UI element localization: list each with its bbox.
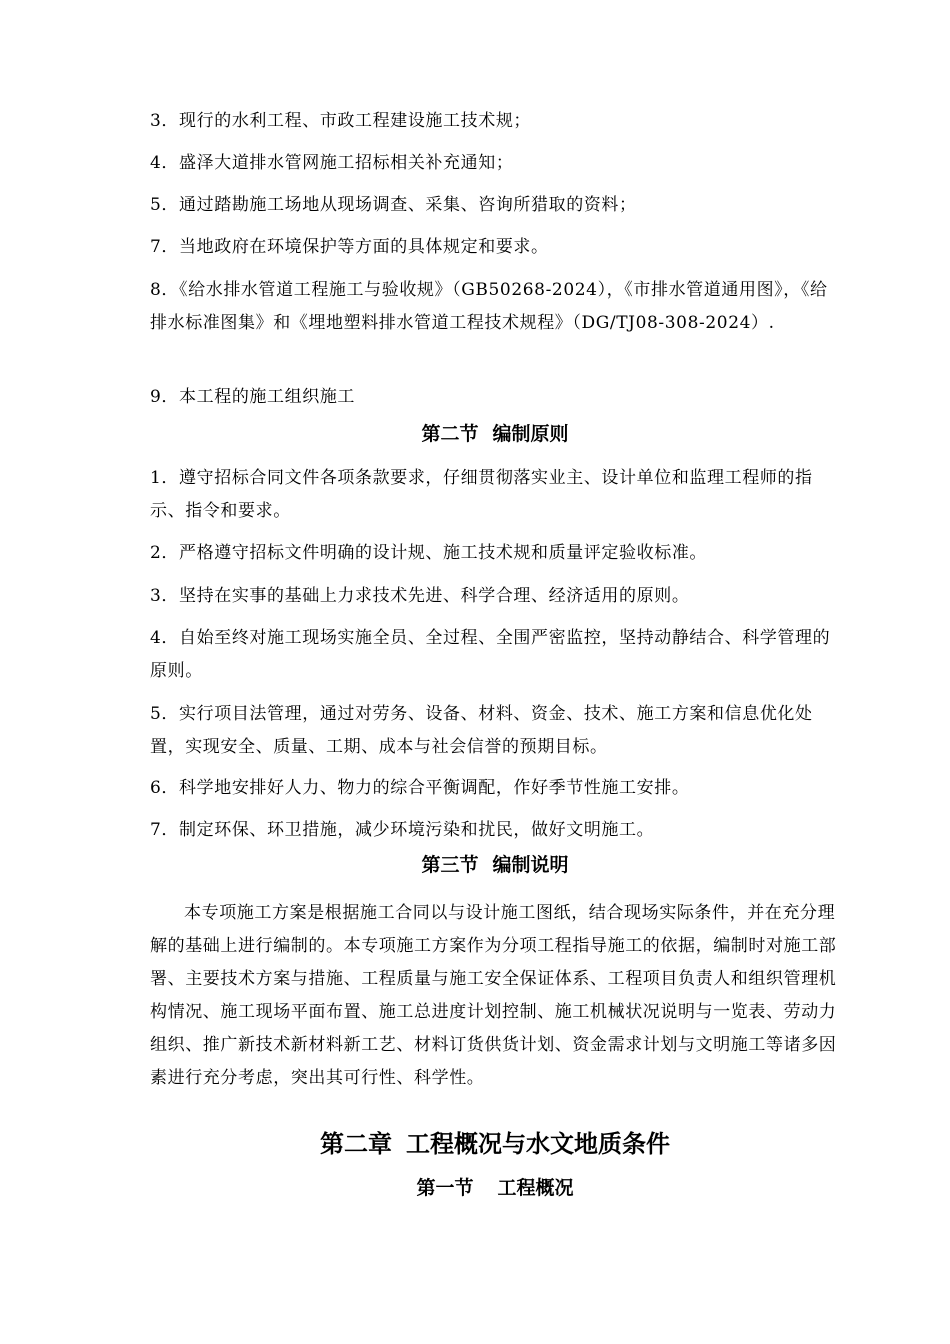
principle-item: 2．严格遵守招标文件明确的设计规、施工技术规和质量评定验收标准。	[150, 543, 708, 563]
section-number: 第一节	[416, 1177, 474, 1199]
chapter-number: 第二章	[320, 1130, 392, 1158]
basis-item: 8．《给水排水管道工程施工与验收规》（GB50268-2024），《市排水管道通用图》，《给排水标准图集》和《埋地塑料排水管道工程技术规程》（DG/TJ08-308-2024）.	[150, 280, 828, 333]
principle-item: 7．制定环保、环卫措施，减少环境污染和扰民，做好文明施工。	[150, 820, 655, 840]
section-title: 工程概况	[497, 1177, 574, 1199]
body-paragraph: 本专项施工方案是根据施工合同以与设计施工图纸，结合现场实际条件，并在充分理解的基础上进行编制的。本专项施工方案作为分项工程指导施工的依据，编制时对施工部署、主要技术方案与措施、工程质量与施工安全保证体系、工程项目负责人和组织管理机构情况、施工现场平面布置、施工总进度计划控制、施工机械状况说明与一览表、劳动力组织、推广新技术新材料新工艺、材料订货供货计划、资金需求计划与文明施工等诸多因素进行充分考虑，突出其可行性、科学性。	[150, 903, 837, 1088]
basis-item: 7．当地政府在环境保护等方面的具体规定和要求。	[150, 237, 549, 257]
section-title: 编制说明	[492, 854, 569, 876]
section-heading	[150, 419, 840, 449]
section-title: 编制原则	[492, 423, 569, 445]
section-number: 第三节	[421, 854, 479, 876]
basis-item: 4．盛泽大道排水管网施工招标相关补充通知；	[150, 153, 514, 173]
basis-item: 3．现行的水利工程、市政工程建设施工技术规；	[150, 111, 532, 131]
principle-item: 5．实行项目法管理，通过对劳务、设备、材料、资金、技术、施工方案和信息优化处置，实现安全、质量、工期、成本与社会信誉的预期目标。	[150, 704, 813, 757]
principle-item: 6．科学地安排好人力、物力的综合平衡调配，作好季节性施工安排。	[150, 778, 690, 798]
basis-item: 9．本工程的施工组织施工	[150, 387, 356, 407]
section-number: 第二节	[421, 423, 479, 445]
principle-item: 4．自始至终对施工现场实施全员、全过程、全围严密监控，坚持动静结合、科学管理的原则。	[150, 628, 831, 681]
section-heading	[150, 850, 840, 880]
section-heading	[150, 1173, 840, 1203]
principle-item: 1．遵守招标合同文件各项条款要求，仔细贯彻落实业主、设计单位和监理工程师的指示、指令和要求。	[150, 468, 813, 521]
principle-item: 3．坚持在实事的基础上力求技术先进、科学合理、经济适用的原则。	[150, 586, 690, 606]
chapter-title: 工程概况与水文地质条件	[406, 1130, 670, 1158]
basis-item: 5．通过踏勘施工场地从现场调查、采集、咨询所猎取的资料；	[150, 195, 637, 215]
chapter-heading	[150, 1127, 840, 1161]
